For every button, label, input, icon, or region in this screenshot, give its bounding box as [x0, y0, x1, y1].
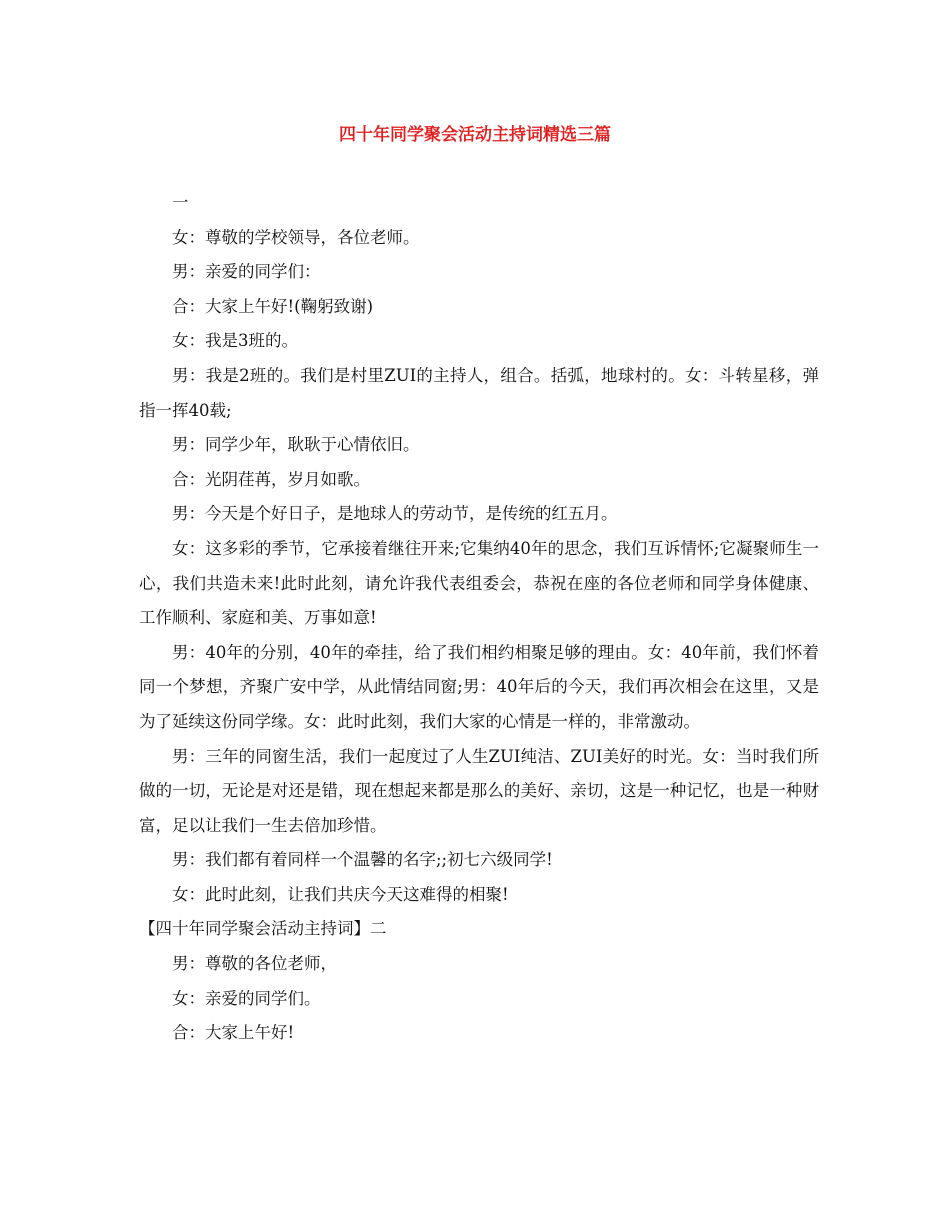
paragraph-17: 女：亲爱的同学们。: [172, 988, 321, 1008]
paragraph-1: 一: [172, 193, 189, 212]
document-title: 四十年同学聚会活动主持词精选三篇: [339, 125, 611, 145]
paragraph-11: 男：40年的分别，40年的牵挂，给了我们相约相聚足够的理由。女：40年前，我们怀着同一个梦想，齐聚广安中学，从此情结同窗;男：40年后的今天，我们再次相会在这里，又是为了延续这份同学缘。女：此时此刻，我们大家的心情是一样的，非常激动。: [139, 642, 819, 731]
section-heading-2: 【四十年同学聚会活动主持词】二: [139, 919, 387, 939]
paragraph-16: 男：尊敬的各位老师，: [172, 954, 337, 974]
paragraph-14: 女：此时此刻，让我们共庆今天这难得的相聚!: [172, 884, 509, 904]
paragraph-5: 女：我是3班的。: [172, 331, 298, 351]
paragraph-4: 合：大家上午好!(鞠躬致谢): [172, 296, 374, 316]
paragraph-12: 男：三年的同窗生活，我们一起度过了人生ZUI纯洁、ZUI美好的时光。女：当时我们所做的一切，无论是对还是错，现在想起来都是那么的美好、亲切，这是一种记忆，也是一种财富，足以让我们一生去倍加珍惜。: [139, 746, 819, 835]
paragraph-2: 女：尊敬的学校领导，各位老师。: [172, 227, 420, 247]
paragraph-9: 男：今天是个好日子，是地球人的劳动节，是传统的红五月。: [172, 504, 618, 524]
paragraph-13: 男：我们都有着同样一个温馨的名字;;初七六级同学!: [172, 850, 553, 870]
paragraph-18: 合：大家上午好!: [172, 1023, 295, 1043]
paragraph-7: 男：同学少年，耿耿于心情依旧。: [172, 435, 420, 455]
document-body: [139, 186, 819, 1051]
paragraph-10: 女：这多彩的季节，它承接着继往开来;它集纳40年的思念，我们互诉情怀;它凝聚师生一心，我们共造未来!此时此刻，请允许我代表组委会，恭祝在座的各位老师和同学身体健康、工作顺利、家庭和美、万事如意!: [139, 538, 819, 628]
paragraph-8: 合：光阴荏苒，岁月如歌。: [172, 469, 370, 489]
paragraph-6: 男：我是2班的。我们是村里ZUI的主持人，组合。括弧，地球村的。女：斗转星移，弹指一挥40载;: [139, 365, 819, 420]
paragraph-3: 男：亲爱的同学们：: [172, 262, 321, 282]
